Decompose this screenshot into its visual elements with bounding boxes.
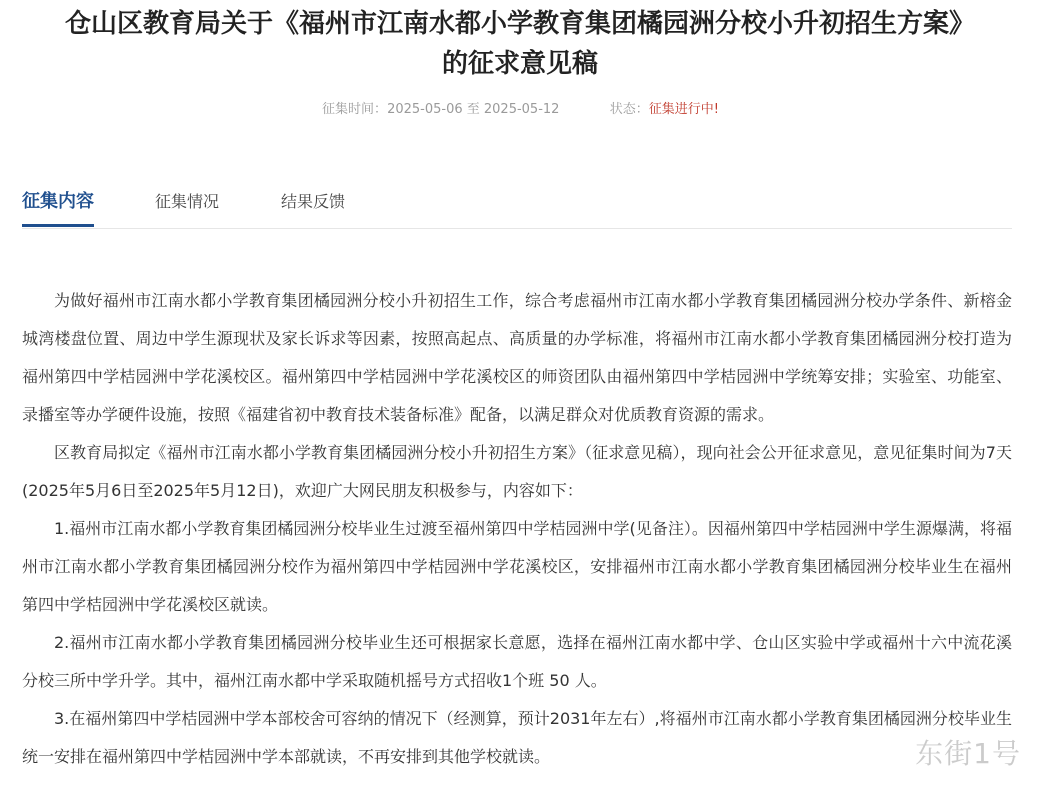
tab-content[interactable]: 征集内容	[22, 190, 94, 226]
paragraph: 区教育局拟定《福州市江南水都小学教育集团橘园洲分校小升初招生方案》（征求意见稿），现向社会公开征求意见，意见征集时间为7天(2025年5月6日至2025年5月12日)，欢迎广大网民朋友积极参与，内容如下：	[22, 443, 1012, 500]
page-title: 仓山区教育局关于《福州市江南水都小学教育集团橘园洲分校小升初招生方案》 的征求意见稿	[64, 9, 975, 79]
paragraph: 2.福州市江南水都小学教育集团橘园洲分校毕业生还可根据家长意愿，选择在福州江南水都中学、仓山区实验中学或福州十六中流花溪分校三所中学升学。其中，福州江南水都中学采取随机摇号方式招收1个班 50 人。	[22, 633, 1012, 690]
tab-bar	[22, 178, 1012, 229]
paragraph: 3.在福州第四中学桔园洲中学本部校舍可容纳的情况下（经测算，预计2031年左右）,将福州市江南水都小学教育集团橘园洲分校毕业生统一安排在福州第四中学桔园洲中学本部就读，不再安排到其他学校就读。	[22, 709, 1012, 766]
status-value: 征集进行中!	[648, 102, 719, 117]
paragraph: 1.福州市江南水都小学教育集团橘园洲分校毕业生过渡至福州第四中学桔园洲中学(见备注）。因福州第四中学桔园洲中学生源爆满，将福州市江南水都小学教育集团橘园洲分校作为福州第四中学桔园洲中学花溪校区，安排福州市江南水都小学教育集团橘园洲分校毕业生在福州第四中学桔园洲中学花溪校区就读。	[22, 519, 1012, 614]
article-content	[22, 282, 1012, 776]
meta-row	[0, 100, 1041, 120]
period-label: 征集时间：	[322, 102, 388, 117]
watermark: 东街1号	[915, 737, 1021, 770]
period-value: 2025-05-06 至 2025-05-12	[387, 102, 560, 117]
tab-status[interactable]: 征集情况	[155, 192, 220, 211]
status-label: 状态：	[609, 102, 649, 117]
paragraph: 为做好福州市江南水都小学教育集团橘园洲分校小升初招生工作，综合考虑福州市江南水都小学教育集团橘园洲分校办学条件、新榕金城湾楼盘位置、周边中学生源现状及家长诉求等因素，按照高起点、高质量的办学标准，将福州市江南水都小学教育集团橘园洲分校打造为福州第四中学桔园洲中学花溪校区。福州第四中学桔园洲中学花溪校区的师资团队由福州第四中学桔园洲中学统筹安排；实验室、功能室、录播室等办学硬件设施，按照《福建省初中教育技术装备标准》配备，以满足群众对优质教育资源的需求。	[22, 291, 1012, 424]
tab-feedback[interactable]: 结果反馈	[281, 192, 346, 211]
